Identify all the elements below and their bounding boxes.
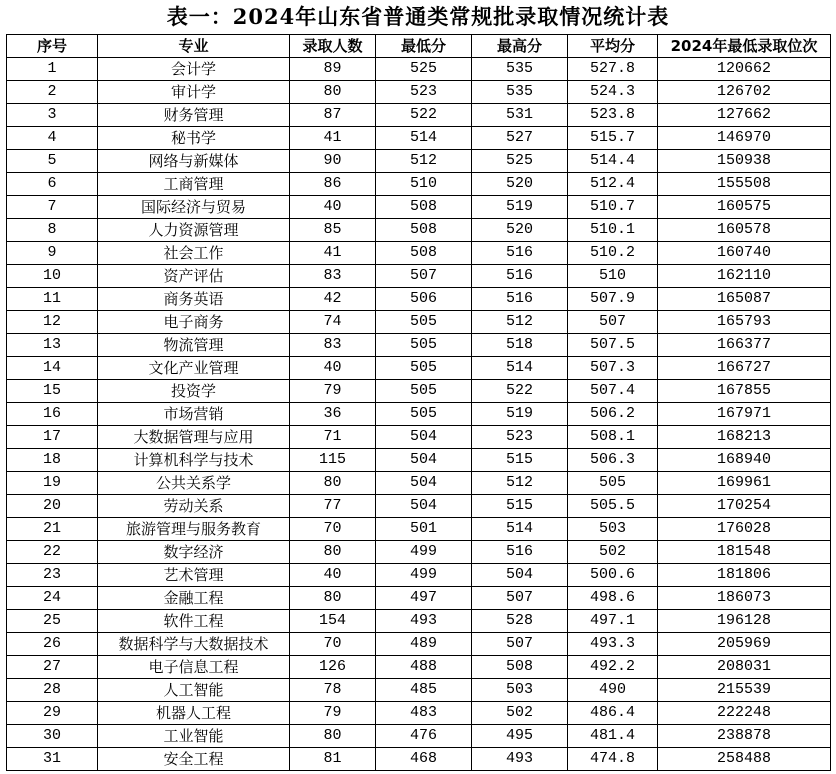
cell-avg-score: 510.2 — [568, 242, 658, 265]
cell-major: 网络与新媒体 — [98, 150, 290, 173]
cell-major: 旅游管理与服务教育 — [98, 518, 290, 541]
cell-min-score: 507 — [376, 265, 472, 288]
table-row — [7, 150, 831, 173]
cell-avg-score: 474.8 — [568, 748, 658, 771]
cell-max-score: 493 — [472, 748, 568, 771]
cell-admitted-count: 126 — [290, 656, 376, 679]
cell-avg-score: 507.9 — [568, 288, 658, 311]
cell-avg-score: 506.2 — [568, 403, 658, 426]
cell-admitted-count: 79 — [290, 380, 376, 403]
table-row — [7, 449, 831, 472]
cell-min-rank: 181548 — [658, 541, 831, 564]
header-max-score: 最高分 — [472, 35, 568, 58]
cell-min-rank: 166377 — [658, 334, 831, 357]
cell-admitted-count: 41 — [290, 127, 376, 150]
cell-avg-score: 497.1 — [568, 610, 658, 633]
cell-index: 18 — [7, 449, 98, 472]
cell-index: 16 — [7, 403, 98, 426]
admission-table — [6, 34, 831, 771]
cell-avg-score: 507.3 — [568, 357, 658, 380]
cell-max-score: 523 — [472, 426, 568, 449]
cell-index: 2 — [7, 81, 98, 104]
cell-avg-score: 493.3 — [568, 633, 658, 656]
cell-major: 艺术管理 — [98, 564, 290, 587]
cell-avg-score: 523.8 — [568, 104, 658, 127]
cell-max-score: 508 — [472, 656, 568, 679]
cell-admitted-count: 36 — [290, 403, 376, 426]
cell-min-score: 505 — [376, 357, 472, 380]
cell-index: 17 — [7, 426, 98, 449]
cell-index: 5 — [7, 150, 98, 173]
cell-min-score: 485 — [376, 679, 472, 702]
cell-major: 安全工程 — [98, 748, 290, 771]
cell-min-score: 505 — [376, 380, 472, 403]
cell-min-score: 508 — [376, 219, 472, 242]
cell-admitted-count: 80 — [290, 587, 376, 610]
cell-major: 资产评估 — [98, 265, 290, 288]
cell-major: 投资学 — [98, 380, 290, 403]
cell-admitted-count: 40 — [290, 357, 376, 380]
cell-min-score: 523 — [376, 81, 472, 104]
cell-index: 24 — [7, 587, 98, 610]
table-row — [7, 541, 831, 564]
cell-min-rank: 208031 — [658, 656, 831, 679]
cell-min-score: 505 — [376, 311, 472, 334]
cell-major: 国际经济与贸易 — [98, 196, 290, 219]
cell-avg-score: 507 — [568, 311, 658, 334]
cell-major: 文化产业管理 — [98, 357, 290, 380]
cell-min-score: 476 — [376, 725, 472, 748]
cell-max-score: 516 — [472, 242, 568, 265]
cell-index: 22 — [7, 541, 98, 564]
cell-admitted-count: 86 — [290, 173, 376, 196]
cell-major: 审计学 — [98, 81, 290, 104]
table-row — [7, 679, 831, 702]
cell-index: 13 — [7, 334, 98, 357]
cell-index: 11 — [7, 288, 98, 311]
cell-avg-score: 508.1 — [568, 426, 658, 449]
cell-avg-score: 490 — [568, 679, 658, 702]
table-row — [7, 518, 831, 541]
table-row — [7, 104, 831, 127]
cell-min-rank: 166727 — [658, 357, 831, 380]
cell-avg-score: 486.4 — [568, 702, 658, 725]
cell-min-rank: 205969 — [658, 633, 831, 656]
cell-admitted-count: 79 — [290, 702, 376, 725]
cell-avg-score: 515.7 — [568, 127, 658, 150]
cell-min-rank: 167971 — [658, 403, 831, 426]
cell-min-rank: 186073 — [658, 587, 831, 610]
cell-min-rank: 126702 — [658, 81, 831, 104]
cell-admitted-count: 87 — [290, 104, 376, 127]
cell-min-rank: 165087 — [658, 288, 831, 311]
cell-min-score: 504 — [376, 472, 472, 495]
cell-avg-score: 507.5 — [568, 334, 658, 357]
cell-min-score: 522 — [376, 104, 472, 127]
cell-max-score: 516 — [472, 541, 568, 564]
cell-min-score: 505 — [376, 334, 472, 357]
cell-admitted-count: 83 — [290, 334, 376, 357]
cell-min-score: 512 — [376, 150, 472, 173]
cell-index: 30 — [7, 725, 98, 748]
cell-min-score: 489 — [376, 633, 472, 656]
cell-index: 28 — [7, 679, 98, 702]
header-min-score: 最低分 — [376, 35, 472, 58]
cell-index: 25 — [7, 610, 98, 633]
cell-admitted-count: 42 — [290, 288, 376, 311]
cell-admitted-count: 70 — [290, 518, 376, 541]
cell-max-score: 504 — [472, 564, 568, 587]
table-row — [7, 334, 831, 357]
cell-min-score: 499 — [376, 541, 472, 564]
table-row — [7, 633, 831, 656]
cell-avg-score: 492.2 — [568, 656, 658, 679]
cell-max-score: 528 — [472, 610, 568, 633]
cell-max-score: 515 — [472, 449, 568, 472]
cell-min-score: 506 — [376, 288, 472, 311]
cell-min-rank: 127662 — [658, 104, 831, 127]
table-row — [7, 610, 831, 633]
cell-admitted-count: 41 — [290, 242, 376, 265]
cell-max-score: 520 — [472, 173, 568, 196]
cell-admitted-count: 77 — [290, 495, 376, 518]
cell-min-score: 501 — [376, 518, 472, 541]
cell-major: 市场营销 — [98, 403, 290, 426]
table-row — [7, 587, 831, 610]
cell-max-score: 518 — [472, 334, 568, 357]
cell-index: 8 — [7, 219, 98, 242]
table-row — [7, 265, 831, 288]
cell-major: 电子信息工程 — [98, 656, 290, 679]
table-row — [7, 196, 831, 219]
cell-major: 软件工程 — [98, 610, 290, 633]
cell-min-rank: 238878 — [658, 725, 831, 748]
table-row — [7, 380, 831, 403]
cell-major: 计算机科学与技术 — [98, 449, 290, 472]
table-row — [7, 748, 831, 771]
cell-min-rank: 167855 — [658, 380, 831, 403]
cell-max-score: 531 — [472, 104, 568, 127]
cell-major: 商务英语 — [98, 288, 290, 311]
cell-min-score: 510 — [376, 173, 472, 196]
cell-max-score: 516 — [472, 265, 568, 288]
table-row — [7, 242, 831, 265]
cell-index: 1 — [7, 58, 98, 81]
table-row — [7, 472, 831, 495]
cell-admitted-count: 80 — [290, 541, 376, 564]
cell-min-rank: 162110 — [658, 265, 831, 288]
cell-min-score: 525 — [376, 58, 472, 81]
cell-major: 人力资源管理 — [98, 219, 290, 242]
cell-avg-score: 502 — [568, 541, 658, 564]
table-row — [7, 656, 831, 679]
cell-admitted-count: 70 — [290, 633, 376, 656]
cell-min-score: 505 — [376, 403, 472, 426]
cell-major: 会计学 — [98, 58, 290, 81]
cell-major: 电子商务 — [98, 311, 290, 334]
cell-avg-score: 510.1 — [568, 219, 658, 242]
cell-min-rank: 170254 — [658, 495, 831, 518]
cell-max-score: 512 — [472, 472, 568, 495]
cell-index: 29 — [7, 702, 98, 725]
cell-index: 4 — [7, 127, 98, 150]
cell-admitted-count: 80 — [290, 725, 376, 748]
cell-admitted-count: 85 — [290, 219, 376, 242]
header-admitted-count: 录取人数 — [290, 35, 376, 58]
cell-min-rank: 120662 — [658, 58, 831, 81]
cell-major: 劳动关系 — [98, 495, 290, 518]
cell-min-rank: 160740 — [658, 242, 831, 265]
cell-major: 数据科学与大数据技术 — [98, 633, 290, 656]
cell-admitted-count: 40 — [290, 564, 376, 587]
cell-max-score: 503 — [472, 679, 568, 702]
cell-admitted-count: 40 — [290, 196, 376, 219]
cell-avg-score: 514.4 — [568, 150, 658, 173]
cell-major: 秘书学 — [98, 127, 290, 150]
cell-max-score: 519 — [472, 196, 568, 219]
table-row — [7, 403, 831, 426]
cell-max-score: 527 — [472, 127, 568, 150]
cell-min-score: 497 — [376, 587, 472, 610]
cell-major: 工业智能 — [98, 725, 290, 748]
cell-avg-score: 510.7 — [568, 196, 658, 219]
cell-admitted-count: 80 — [290, 472, 376, 495]
table-row — [7, 495, 831, 518]
cell-major: 机器人工程 — [98, 702, 290, 725]
cell-min-score: 514 — [376, 127, 472, 150]
table-row — [7, 725, 831, 748]
cell-max-score: 495 — [472, 725, 568, 748]
cell-index: 20 — [7, 495, 98, 518]
cell-major: 社会工作 — [98, 242, 290, 265]
cell-admitted-count: 74 — [290, 311, 376, 334]
header-row — [7, 35, 831, 58]
cell-max-score: 535 — [472, 58, 568, 81]
cell-min-rank: 176028 — [658, 518, 831, 541]
cell-index: 31 — [7, 748, 98, 771]
table-row — [7, 702, 831, 725]
table-row — [7, 219, 831, 242]
cell-min-score: 504 — [376, 495, 472, 518]
cell-min-rank: 160575 — [658, 196, 831, 219]
header-index: 序号 — [7, 35, 98, 58]
cell-index: 10 — [7, 265, 98, 288]
table-row — [7, 288, 831, 311]
cell-index: 19 — [7, 472, 98, 495]
cell-min-rank: 155508 — [658, 173, 831, 196]
cell-min-score: 483 — [376, 702, 472, 725]
cell-min-score: 493 — [376, 610, 472, 633]
cell-min-score: 508 — [376, 242, 472, 265]
header-avg-score: 平均分 — [568, 35, 658, 58]
cell-avg-score: 505.5 — [568, 495, 658, 518]
cell-min-rank: 165793 — [658, 311, 831, 334]
header-major: 专业 — [98, 35, 290, 58]
cell-min-rank: 215539 — [658, 679, 831, 702]
cell-min-score: 504 — [376, 426, 472, 449]
cell-avg-score: 507.4 — [568, 380, 658, 403]
cell-major: 公共关系学 — [98, 472, 290, 495]
cell-max-score: 522 — [472, 380, 568, 403]
cell-max-score: 519 — [472, 403, 568, 426]
table-title: 表一：2024年山东省普通类常规批录取情况统计表 — [166, 4, 670, 29]
cell-admitted-count: 80 — [290, 81, 376, 104]
cell-min-rank: 169961 — [658, 472, 831, 495]
cell-major: 数字经济 — [98, 541, 290, 564]
cell-min-rank: 150938 — [658, 150, 831, 173]
table-row — [7, 564, 831, 587]
table-row — [7, 58, 831, 81]
cell-admitted-count: 81 — [290, 748, 376, 771]
cell-admitted-count: 78 — [290, 679, 376, 702]
cell-admitted-count: 115 — [290, 449, 376, 472]
cell-min-rank: 160578 — [658, 219, 831, 242]
cell-avg-score: 506.3 — [568, 449, 658, 472]
cell-admitted-count: 154 — [290, 610, 376, 633]
cell-index: 7 — [7, 196, 98, 219]
cell-max-score: 507 — [472, 633, 568, 656]
cell-major: 金融工程 — [98, 587, 290, 610]
cell-min-rank: 222248 — [658, 702, 831, 725]
cell-min-score: 508 — [376, 196, 472, 219]
cell-index: 12 — [7, 311, 98, 334]
cell-max-score: 512 — [472, 311, 568, 334]
table-row — [7, 173, 831, 196]
table-row — [7, 426, 831, 449]
cell-admitted-count: 71 — [290, 426, 376, 449]
cell-max-score: 525 — [472, 150, 568, 173]
cell-min-score: 488 — [376, 656, 472, 679]
cell-min-score: 499 — [376, 564, 472, 587]
cell-max-score: 514 — [472, 518, 568, 541]
cell-index: 14 — [7, 357, 98, 380]
cell-index: 23 — [7, 564, 98, 587]
cell-admitted-count: 89 — [290, 58, 376, 81]
cell-max-score: 514 — [472, 357, 568, 380]
table-row — [7, 81, 831, 104]
cell-major: 大数据管理与应用 — [98, 426, 290, 449]
cell-index: 27 — [7, 656, 98, 679]
cell-min-rank: 181806 — [658, 564, 831, 587]
cell-avg-score: 512.4 — [568, 173, 658, 196]
cell-admitted-count: 83 — [290, 265, 376, 288]
cell-max-score: 520 — [472, 219, 568, 242]
cell-avg-score: 481.4 — [568, 725, 658, 748]
cell-avg-score: 524.3 — [568, 81, 658, 104]
cell-index: 3 — [7, 104, 98, 127]
cell-min-score: 468 — [376, 748, 472, 771]
cell-min-rank: 168940 — [658, 449, 831, 472]
cell-index: 26 — [7, 633, 98, 656]
cell-index: 21 — [7, 518, 98, 541]
cell-max-score: 507 — [472, 587, 568, 610]
cell-major: 工商管理 — [98, 173, 290, 196]
cell-min-rank: 168213 — [658, 426, 831, 449]
cell-max-score: 515 — [472, 495, 568, 518]
cell-major: 物流管理 — [98, 334, 290, 357]
cell-avg-score: 503 — [568, 518, 658, 541]
cell-index: 9 — [7, 242, 98, 265]
cell-max-score: 502 — [472, 702, 568, 725]
cell-index: 6 — [7, 173, 98, 196]
cell-avg-score: 505 — [568, 472, 658, 495]
cell-max-score: 516 — [472, 288, 568, 311]
cell-major: 人工智能 — [98, 679, 290, 702]
cell-major: 财务管理 — [98, 104, 290, 127]
table-row — [7, 127, 831, 150]
cell-avg-score: 510 — [568, 265, 658, 288]
cell-min-rank: 146970 — [658, 127, 831, 150]
cell-admitted-count: 90 — [290, 150, 376, 173]
cell-min-rank: 258488 — [658, 748, 831, 771]
cell-avg-score: 500.6 — [568, 564, 658, 587]
cell-index: 15 — [7, 380, 98, 403]
header-min-rank: 2024年最低录取位次 — [658, 35, 831, 58]
cell-avg-score: 498.6 — [568, 587, 658, 610]
table-row — [7, 357, 831, 380]
cell-min-rank: 196128 — [658, 610, 831, 633]
cell-max-score: 535 — [472, 81, 568, 104]
table-row — [7, 311, 831, 334]
cell-avg-score: 527.8 — [568, 58, 658, 81]
cell-min-score: 504 — [376, 449, 472, 472]
